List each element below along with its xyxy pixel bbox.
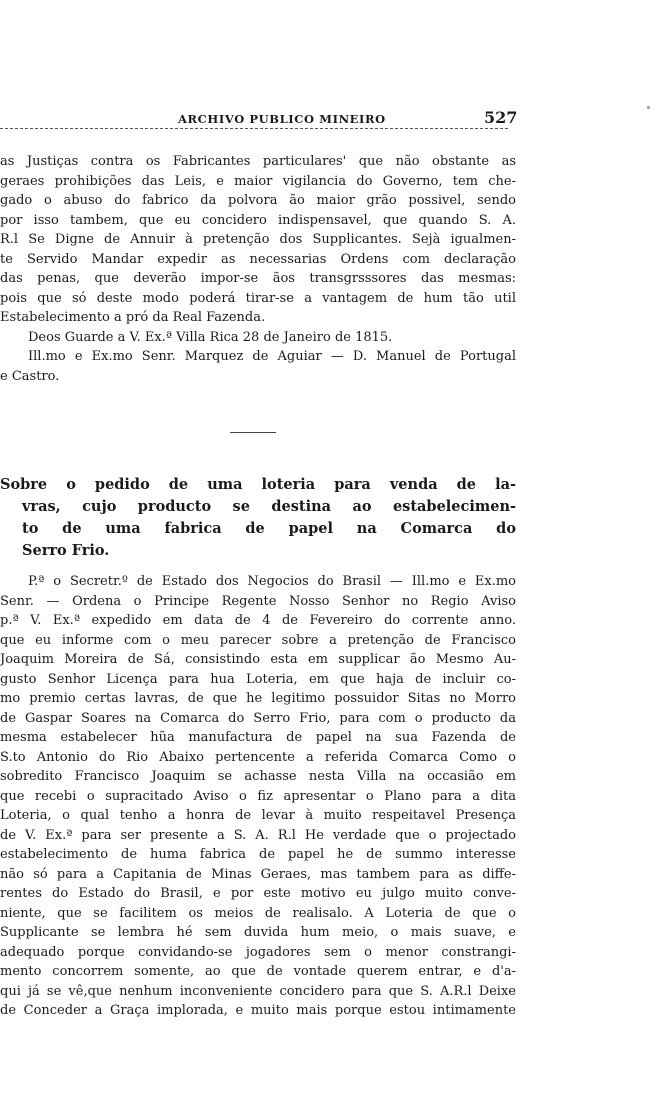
body-line: P.ª o Secretr.º de Estado dos Negocios do Brasil — Ill.mo e Ex.mo [28, 574, 516, 589]
body-line: p.ª V. Ex.ª expedido em data de 4 de Fevereiro do corrente anno. [0, 613, 516, 628]
body-line: Senr. — Ordena o Principe Regente Nosso Senhor no Regio Aviso [0, 593, 516, 609]
body-line: Supplicante se lembra hé sem duvida hum meio, o mais suave, e [0, 925, 516, 940]
body-line: estabelecimento de huma fabrica de papel he de summo interesse [0, 847, 516, 862]
body-line: de Gaspar Soares na Comarca do Serro Frio, para com o producto da [0, 710, 516, 726]
body-line: por isso tambem, que eu concidero indispensavel, que quando S. A. [0, 212, 516, 228]
body-line: sobredito Francisco Joaquim se achasse nesta Villa na occasião em [0, 769, 516, 784]
body-line: que recebi o supracitado Aviso o fiz apresentar o Plano para a dita [0, 788, 516, 804]
body-line: as Justiças contra os Fabricantes particulares' que não obstante as [0, 154, 516, 169]
body-line: Estabelecimento a pró da Real Fazenda. [0, 310, 266, 325]
body-line: adequado porque convidando-se jogadores sem o menor constrangi- [0, 944, 516, 960]
margin-speck [647, 106, 650, 109]
running-title: ARCHIVO PUBLICO MINEIRO [178, 112, 386, 126]
section-title-line: Serro Frio. [22, 542, 110, 559]
body-line: que eu informe com o meu parecer sobre a pretenção de Francisco [0, 632, 516, 648]
section-title [0, 474, 516, 562]
body-line: mesma estabelecer hũa manufactura de papel na sua Fazenda de [0, 730, 516, 745]
body-line: pois que só deste modo poderá tirar-se a vantagem de hum tão util [0, 290, 516, 306]
addressee-line: e Castro. [0, 368, 60, 384]
section-title-line: vras, cujo producto se destina ao estabelecimen- [22, 498, 516, 515]
body-line: Joaquim Moreira de Sá, consistindo esta em supplicar ão Mesmo Au- [0, 652, 516, 667]
closing-line: Deos Guarde a V. Ex.ª Villa Rica 28 de Janeiro de 1815. [28, 329, 393, 345]
body-line: das penas, que deverão impor-se ãos transgrsssores das mesmas: [0, 271, 516, 286]
body-line: te Servido Mandar expedir as necessarias Ordens com declaração [0, 251, 516, 267]
body-line: de Conceder a Graça implorada, e muito mais porque estou intimamente [0, 1003, 516, 1018]
body-line: gado o abuso do fabrico da polvora ão maior grão possivel, sendo [0, 193, 516, 208]
body-line: niente, que se facilitem os meios de realisalo. A Loteria de que o [0, 905, 516, 921]
section-title-line: Sobre o pedido de uma loteria para venda de la- [0, 476, 516, 493]
body-line: de V. Ex.ª para ser presente a S. A. R.l He verdade que o projectado [0, 827, 516, 843]
body-line: não só para a Capitania de Minas Geraes, mas tambem para as diffe- [0, 866, 516, 882]
body-line: gusto Senhor Licença para hua Loteria, em que haja de incluir co- [0, 671, 516, 687]
body-line: mo premio certas lavras, de que he legitimo possuidor Sitas no Morro [0, 691, 516, 706]
body-line: mento concorrem somente, ao que de vontade querem entrar, e d'a- [0, 964, 516, 979]
body-line: rentes do Estado do Brasil, e por este motivo eu julgo muito conve- [0, 886, 516, 901]
running-head [0, 108, 520, 130]
body-line: R.l Se Digne de Annuir à pretenção dos Supplicantes. Sejà igualmen- [0, 232, 516, 247]
body-line: Loteria, o qual tenho a honra de levar à muito respeitavel Presença [0, 808, 516, 823]
body-line: geraes prohibições das Leis, e maior vigilancia do Governo, tem che- [0, 173, 516, 189]
addressee-line: Ill.mo e Ex.mo Senr. Marquez de Aguiar — D. Manuel de Portugal [28, 349, 516, 364]
section-body [0, 572, 516, 1021]
section-title-line: to de uma fabrica de papel na Comarca do [22, 520, 516, 537]
body-line: qui já se vê,que nenhum inconveniente concidero para que S. A.R.l Deixe [0, 983, 516, 999]
letter-continuation [0, 152, 516, 386]
section-separator [230, 432, 276, 433]
page-number: 527 [484, 108, 518, 127]
body-line: S.to Antonio do Rio Abaixo pertencente a referida Comarca Como o [0, 749, 516, 765]
header-rule [0, 128, 508, 129]
